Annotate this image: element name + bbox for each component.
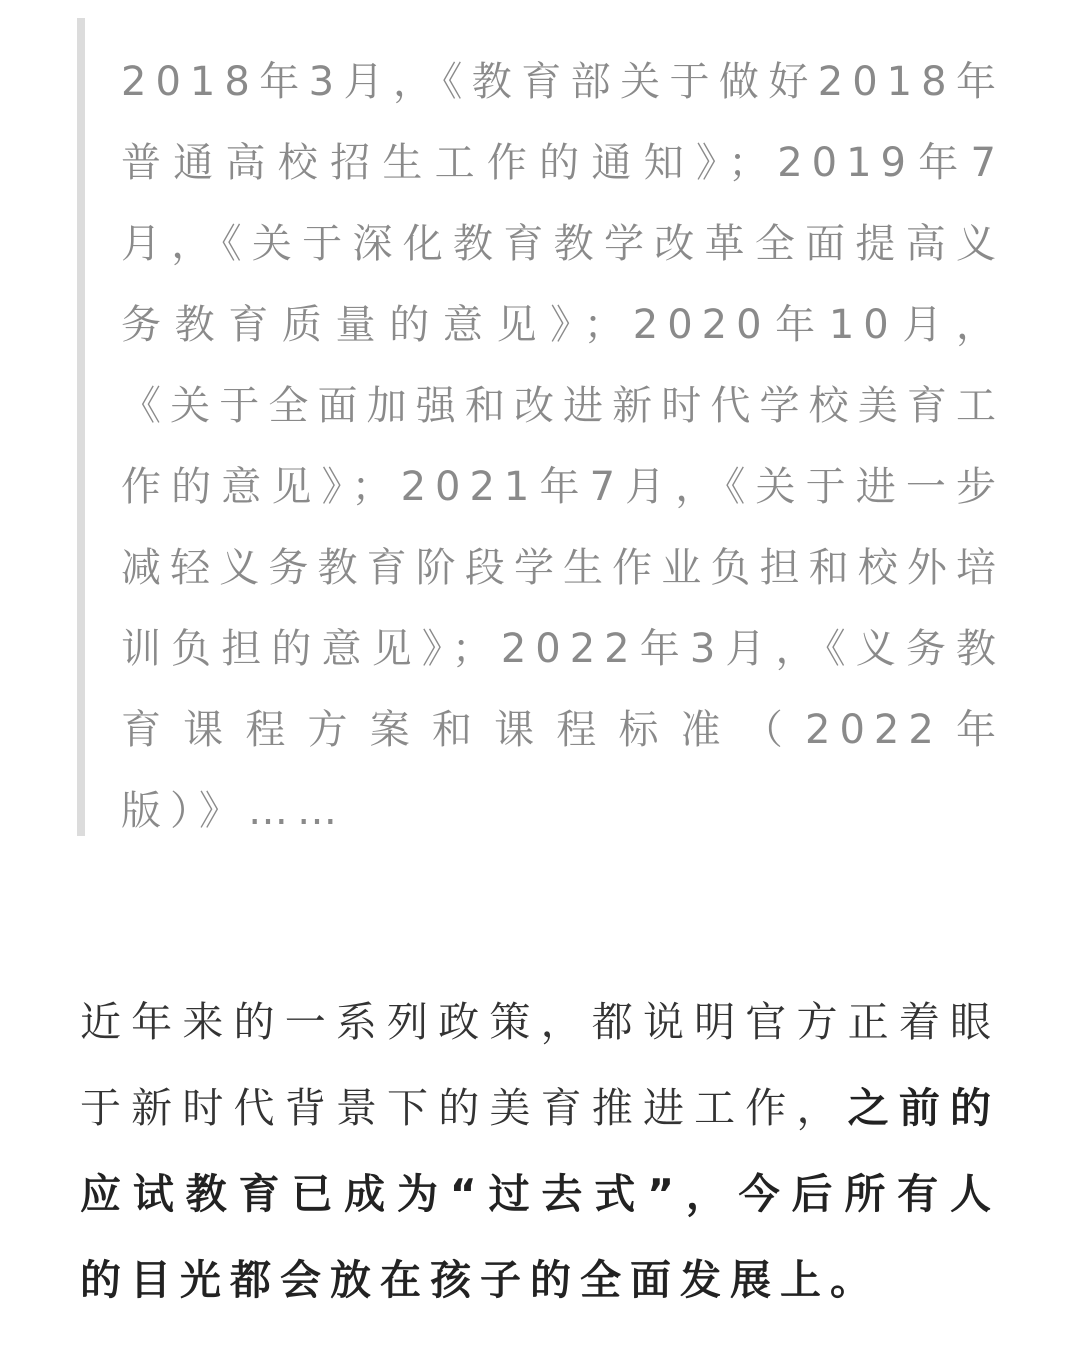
blockquote-text: 2018年3月，《教育部关于做好2018年普通高校招生工作的通知》；2019年7月，《关于深化教育教学改革全面提高义务教育质量的意见》；2020年10月，《关于全面加强和改进新时代学校美育工作的意见》；2021年7月，《关于进一步减轻义务教育阶段学生作业负担和校外培训负担的意见》；2022年3月，《义务教育课程方案和课程标准（2022年版）》…… bbox=[121, 59, 1005, 834]
paragraph-normal-text: 近年来的一系列政策，都说明官方正着眼于新时代背景下的美育推进工作， bbox=[80, 998, 1000, 1132]
policy-blockquote bbox=[77, 18, 1005, 836]
article-paragraph bbox=[80, 979, 1000, 1323]
paragraph-bold-text: 之前的应试教育已成为“过去式”，今后所有人的目光都会放在孩子的全面发展上。 bbox=[80, 1084, 1001, 1304]
